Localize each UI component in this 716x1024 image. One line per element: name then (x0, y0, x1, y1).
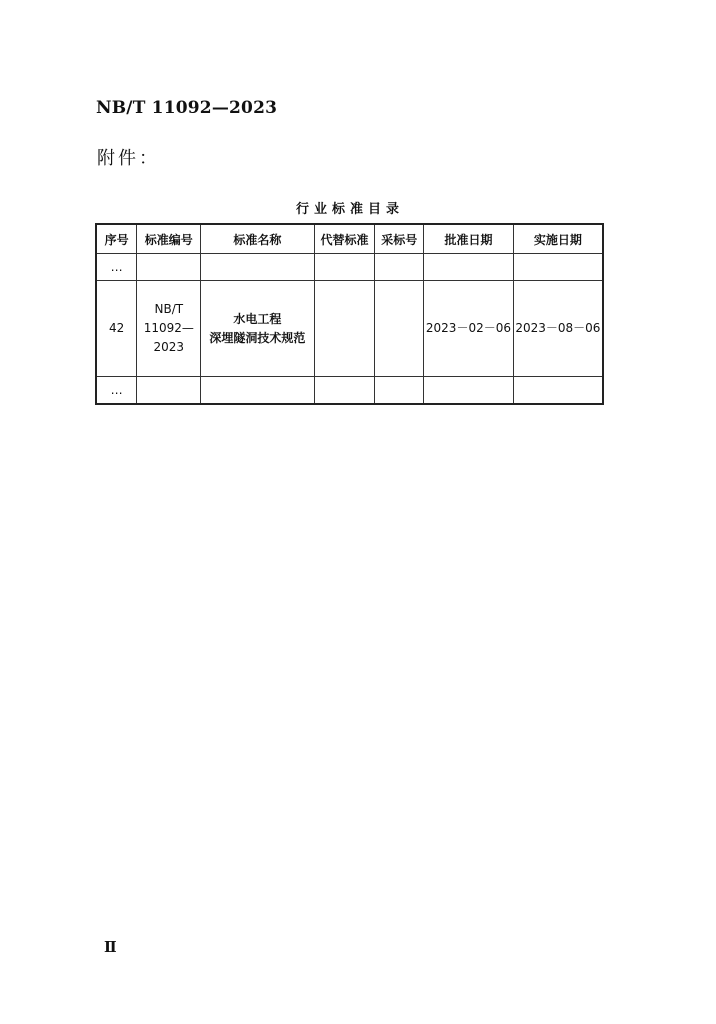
code-line: 2023 (153, 340, 185, 354)
code-line: NB/T (154, 302, 184, 316)
cell-code (137, 254, 201, 281)
col-header-adopted: 采标号 (375, 224, 424, 254)
cell-adopted (375, 281, 424, 377)
cell-seq: 42 (96, 281, 137, 377)
col-header-approved: 批准日期 (424, 224, 514, 254)
col-header-replaces: 代替标准 (314, 224, 375, 254)
col-header-effective: 实施日期 (513, 224, 603, 254)
name-line: 深埋隧洞技术规范 (209, 330, 306, 345)
cell-effective (513, 254, 603, 281)
cell-replaces (314, 377, 375, 405)
table-row (96, 377, 603, 405)
standard-code-header: NB/T 11092—2023 (96, 98, 278, 118)
cell-name (201, 254, 314, 281)
cell-seq: … (96, 377, 137, 405)
cell-effective (513, 377, 603, 405)
table-row (96, 281, 603, 377)
code-line: 11092— (143, 321, 194, 335)
cell-seq: … (96, 254, 137, 281)
page-number: Ⅱ (104, 938, 117, 956)
cell-code (137, 281, 201, 377)
catalog-title: 行业标准目录 (295, 202, 404, 217)
cell-approved: 2023－02－06 (424, 281, 514, 377)
cell-name (201, 377, 314, 405)
cell-replaces (314, 281, 375, 377)
cell-adopted (375, 377, 424, 405)
col-header-name: 标准名称 (201, 224, 314, 254)
attachment-label: 附件： (97, 148, 160, 169)
cell-approved (424, 377, 514, 405)
table-row (96, 254, 603, 281)
cell-name (201, 281, 314, 377)
table-header-row (96, 224, 603, 254)
name-line: 水电工程 (233, 311, 282, 326)
col-header-seq: 序号 (96, 224, 137, 254)
cell-approved (424, 254, 514, 281)
cell-effective: 2023－08－06 (513, 281, 603, 377)
standards-catalog-table (95, 223, 604, 405)
cell-replaces (314, 254, 375, 281)
col-header-code: 标准编号 (137, 224, 201, 254)
cell-adopted (375, 254, 424, 281)
cell-code (137, 377, 201, 405)
